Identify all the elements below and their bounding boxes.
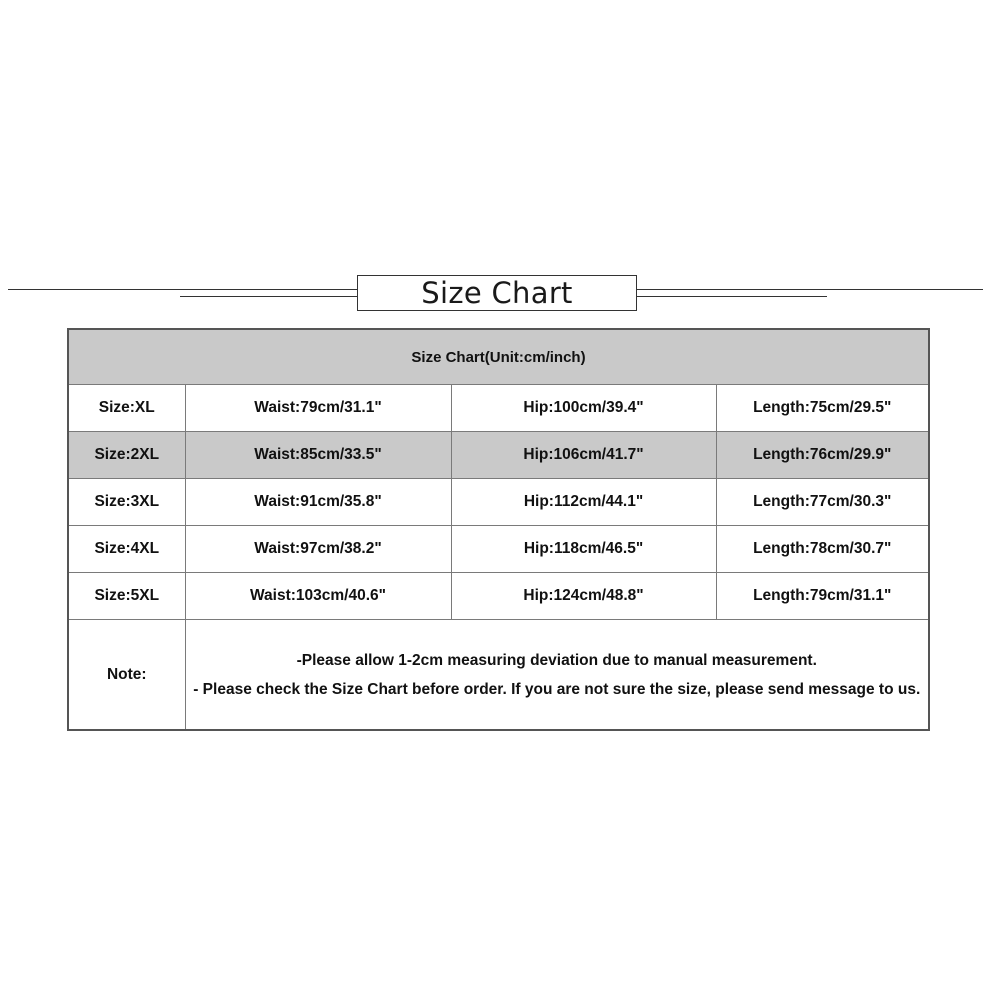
title-rule-right-inner: [637, 296, 827, 297]
note-line-2: - Please check the Size Chart before order. If you are not sure the size, please send message to us.: [193, 680, 921, 698]
page-title: Size Chart: [357, 275, 637, 311]
hip-cell: Hip:118cm/46.5": [451, 526, 716, 573]
hip-cell: Hip:112cm/44.1": [451, 479, 716, 526]
length-cell: Length:78cm/30.7": [716, 526, 929, 573]
title-rule-left-inner: [180, 296, 357, 297]
table-header-row: [68, 329, 929, 385]
table-row: [68, 479, 929, 526]
waist-cell: Waist:97cm/38.2": [185, 526, 451, 573]
waist-cell: Waist:91cm/35.8": [185, 479, 451, 526]
note-label: Note:: [68, 620, 185, 731]
hip-cell: Hip:106cm/41.7": [451, 432, 716, 479]
waist-cell: Waist:79cm/31.1": [185, 385, 451, 432]
note-row: [68, 620, 929, 731]
table-row: [68, 526, 929, 573]
table-header: Size Chart(Unit:cm/inch): [68, 329, 929, 385]
note-line-1: -Please allow 1-2cm measuring deviation due to manual measurement.: [296, 651, 817, 669]
length-cell: Length:76cm/29.9": [716, 432, 929, 479]
size-cell: Size:2XL: [68, 432, 185, 479]
size-cell: Size:4XL: [68, 526, 185, 573]
note-content: [185, 620, 929, 731]
hip-cell: Hip:100cm/39.4": [451, 385, 716, 432]
table-row: [68, 432, 929, 479]
waist-cell: Waist:103cm/40.6": [185, 573, 451, 620]
size-cell: Size:5XL: [68, 573, 185, 620]
length-cell: Length:79cm/31.1": [716, 573, 929, 620]
title-rule-left-outer: [8, 289, 357, 290]
length-cell: Length:75cm/29.5": [716, 385, 929, 432]
size-cell: Size:XL: [68, 385, 185, 432]
hip-cell: Hip:124cm/48.8": [451, 573, 716, 620]
table-row: [68, 573, 929, 620]
table-row: [68, 385, 929, 432]
size-cell: Size:3XL: [68, 479, 185, 526]
size-chart-table: [67, 328, 930, 731]
length-cell: Length:77cm/30.3": [716, 479, 929, 526]
waist-cell: Waist:85cm/33.5": [185, 432, 451, 479]
title-rule-right-outer: [637, 289, 983, 290]
